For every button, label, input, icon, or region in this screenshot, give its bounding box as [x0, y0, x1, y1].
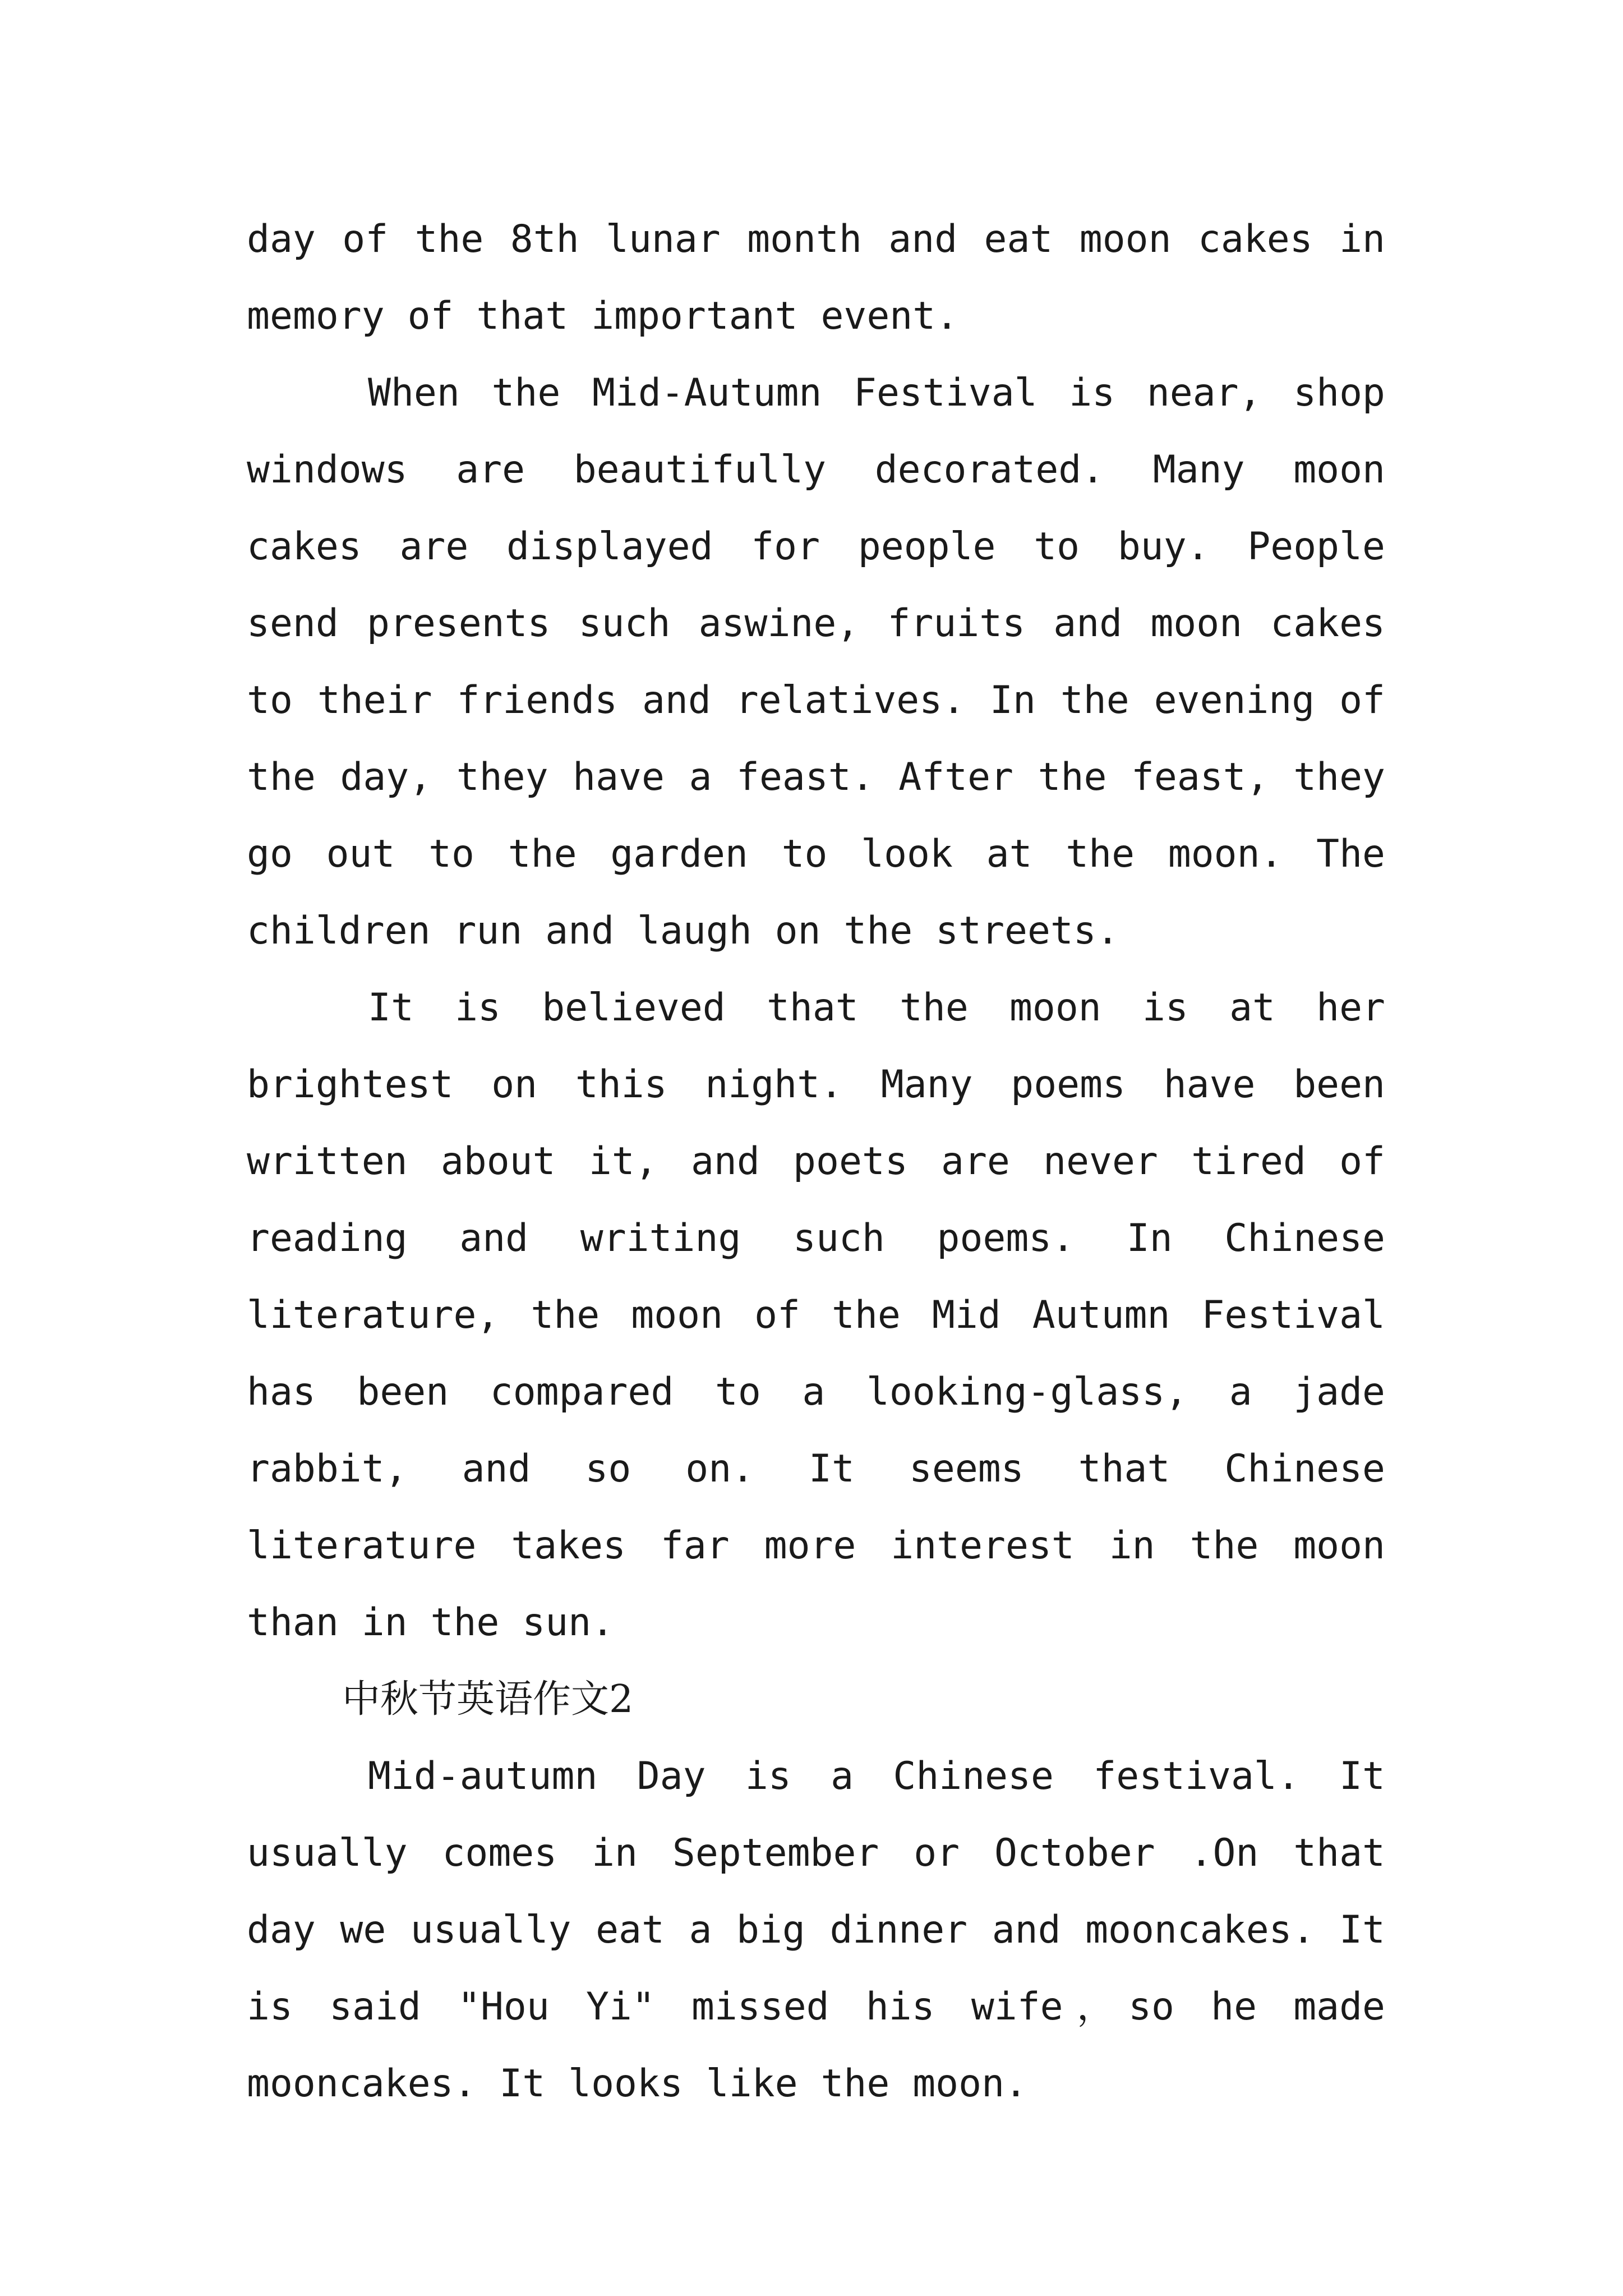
paragraph-1: day of the 8th lunar month and eat moon cakes in memory of that important event.	[247, 217, 1385, 338]
document-body	[247, 201, 1385, 2122]
paragraph-2: When the Mid-Autumn Festival is near, shop windows are beautifully decorated. Many moon cakes are displayed for people to buy. People send presents such aswine, fruits and moon cakes to their friends and relatives. In the evening of the day, they have a feast. After the feast, they go out to the garden to look at the moon. The children run and laugh on the streets.	[247, 371, 1385, 953]
section-heading-2: 中秋节英语作文2	[342, 1677, 634, 1722]
paragraph-4: Mid-autumn Day is a Chinese festival. It usually comes in September or October .On that day we usually eat a big dinner and mooncakes. It is said "Hou Yi" missed his wife，so he made mooncakes. It looks like the moon.	[247, 1754, 1385, 2106]
paragraph-3: It is believed that the moon is at her brightest on this night. Many poems have been written about it, and poets are never tired of reading and writing such poems. In Chinese literature, the moon of the Mid Autumn Festival has been compared to a looking-glass, a jade rabbit, and so on. It seems that Chinese literature takes far more interest in the moon than in the sun.	[247, 986, 1385, 1645]
